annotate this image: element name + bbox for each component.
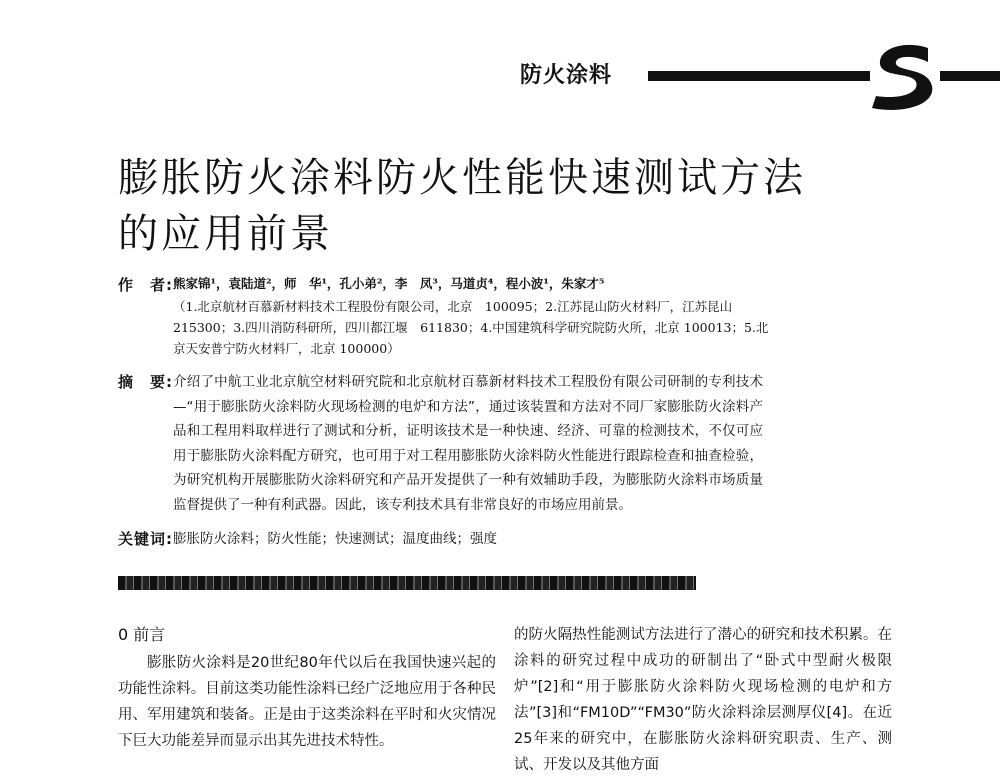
body-paragraph-continued: 的防火隔热性能测试方法进行了潜心的研究和技术积累。在涂料的研究过程中成功的研制出了“卧式中型耐火极限炉”[2]和“用于膨胀防火涂料防火现场检测的电炉和方法”[3]和“FM10D”“FM30”防火涂料涂层测厚仪[4]。在近25年来的研究中，在膨胀防火涂料研究职责、生产、测试、开发以及其他方面: [514, 627, 892, 773]
body-column-left: [118, 622, 496, 754]
abstract-label: 摘 要:: [118, 373, 173, 391]
title-line-2: 的应用前景: [118, 211, 333, 257]
header-rule-right: [940, 71, 1000, 81]
author-affiliations: （1.北京航材百慕新材料技术工程股份有限公司，北京 100095；2.江苏昆山防火材料厂，江苏昆山 215300；3.四川消防科研所，四川都江堰 611830；4.中国建筑科学研究院防火所，北京 100013；5.北京天安普宁防火材料厂，北京 100000）: [173, 299, 769, 356]
author-list: 熊家锦¹，袁陆道²，师 华¹，孔小弟²，李 凤³，马道贞⁴，程小波¹，朱家才⁵: [173, 276, 605, 291]
header-rule: [648, 71, 870, 81]
section-divider: [118, 576, 696, 590]
body-paragraph: 膨胀防火涂料是20世纪80年代以后在我国快速兴起的功能性涂料。目前这类功能性涂料已经广泛地应用于各种民用、军用建筑和装备。正是由于这类涂料在平时和火灾情况下巨大功能差异而显示出其先进技术特性。: [118, 655, 496, 749]
section-label: 防火涂料: [520, 63, 613, 88]
section-heading: 0 前言: [118, 625, 166, 644]
authors-label: 作 者:: [118, 276, 173, 294]
keywords-label: 关键词:: [118, 530, 173, 548]
journal-logo-icon: [866, 42, 944, 112]
abstract-text: 介绍了中航工业北京航空材料研究院和北京航材百慕新材料技术工程股份有限公司研制的专利技术—“用于膨胀防火涂料防火现场检测的电炉和方法”，通过该装置和方法对不同厂家膨胀防火涂料产品和工程用料取样进行了测试和分析，证明该技术是一种快速、经济、可靠的检测技术，不仅可应用于膨胀防火涂料配方研究，也可用于对工程用膨胀防火涂料防火性能进行跟踪检查和抽查检验，为研究机构开展膨胀防火涂料研究和产品开发提供了一种有效辅助手段，为膨胀防火涂料市场质量监督提供了一种有利武器。因此，该专利技术具有非常良好的市场应用前景。: [173, 374, 763, 513]
keywords-text: 膨胀防火涂料；防火性能；快速测试；温度曲线；强度: [173, 531, 497, 547]
paper-title: [118, 150, 838, 262]
body-column-right: [514, 622, 892, 778]
title-line-1: 膨胀防火涂料防火性能快速测试方法: [118, 155, 806, 201]
